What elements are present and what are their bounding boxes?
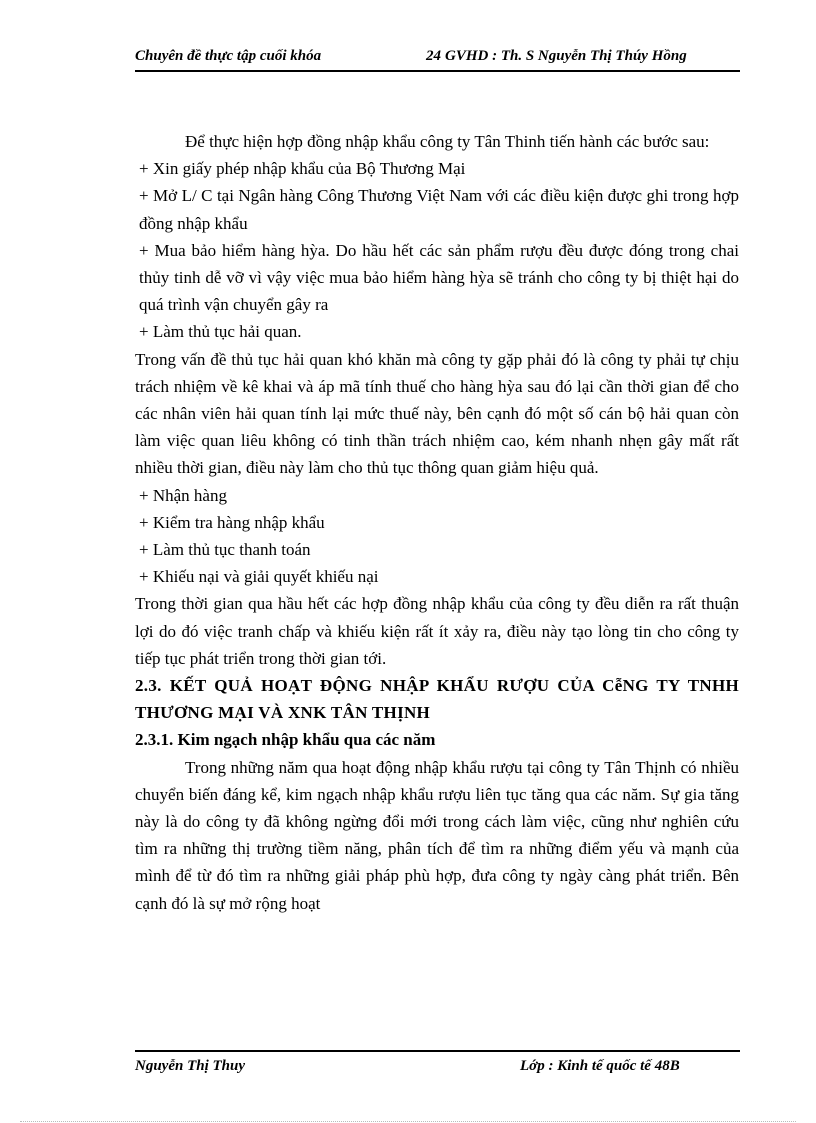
footer-author: Nguyễn Thị Thuy — [135, 1058, 246, 1074]
closing-paragraph: Trong thời gian qua hầu hết các hợp đồng nhập khẩu của công ty đều diễn ra rất thuận lợi do đó việc tranh chấp và khiếu kiện rất ít xảy ra, điều này tạo lòng tin cho công ty tiếp tục phát triển trong thời gian tới. — [135, 594, 739, 668]
document-body — [135, 128, 739, 917]
intro-paragraph: Để thực hiện hợp đồng nhập khẩu công ty Tân Thinh tiến hành các bước sau: — [185, 132, 710, 151]
subsection-paragraph: Trong những năm qua hoạt động nhập khẩu rượu tại công ty Tân Thịnh có nhiều chuyển biến đáng kể, kim ngạch nhập khẩu rượu liên tục tăng qua các năm. Sự gia tăng này là do công ty đã không ngừng đổi mới trong cách làm việc, cũng như nghiên cứu tìm ra những thị trường tiềm năng, phân tích để tìm ra những điểm yếu và mạnh của mình để từ đó tìm ra những giải pháp phù hợp, đưa công ty ngày càng phát triển. Bên cạnh đó là sự mở rộng hoạt — [135, 757, 739, 913]
list-item: + Xin giấy phép nhập khẩu của Bộ Thương Mại — [139, 159, 466, 179]
header-supervisor: GVHD : Th. S Nguyễn Thị Thúy Hồng — [445, 48, 687, 64]
page-number: 24 — [426, 48, 441, 64]
list-item: + Làm thủ tục thanh toán — [139, 540, 311, 560]
list-item: + Làm thủ tục hải quan. — [139, 322, 302, 342]
list-item: + Mua bảo hiểm hàng hỳa. Do hầu hết các sản phẩm rượu đều được đóng trong chai thủy tinh dễ vỡ vì vậy việc mua bảo hiểm hàng hỳa sẽ tránh cho công ty bị thiệt hại do quá trình vận chuyển gây ra — [139, 240, 739, 315]
page-header — [135, 48, 740, 72]
page-footer — [135, 1050, 740, 1080]
section-heading: 2.3. KẾT QUẢ HOẠT ĐỘNG NHẬP KHẨU RƯỢU CỦA CễNG TY TNHH THƯƠNG MẠI VÀ XNK TÂN THỊNH — [135, 676, 739, 723]
customs-paragraph: Trong vấn đề thủ tục hải quan khó khăn mà công ty gặp phải đó là công ty phải tự chịu trách nhiệm về kê khai và áp mã tính thuế cho hàng hỳa sau đó lại cần thời gian để cho các nhân viên hải quan tính lại mức thuế này, bên cạnh đó một số cán bộ hải quan còn làm việc quan liêu không có tinh thần trách nhiệm cao, kém nhanh nhẹn gây mất rất nhiều thời gian, điều này làm cho thủ tục thông quan giảm hiệu quả. — [135, 349, 739, 478]
header-title: Chuyên đề thực tập cuối khóa — [135, 48, 322, 64]
page-edge-divider — [20, 1121, 796, 1122]
footer-class: Lớp : Kinh tế quốc tế 48B — [520, 1058, 680, 1074]
subsection-heading: 2.3.1. Kim ngạch nhập khẩu qua các năm — [135, 730, 436, 750]
list-item: + Kiểm tra hàng nhập khẩu — [139, 512, 325, 532]
list-item: + Nhận hàng — [139, 485, 227, 505]
list-item: + Khiếu nại và giải quyết khiếu nại — [139, 567, 379, 587]
list-item: + Mở L/ C tại Ngân hàng Công Thương Việt Nam với các điều kiện được ghi trong hợp đồng nhập khẩu — [139, 186, 739, 233]
